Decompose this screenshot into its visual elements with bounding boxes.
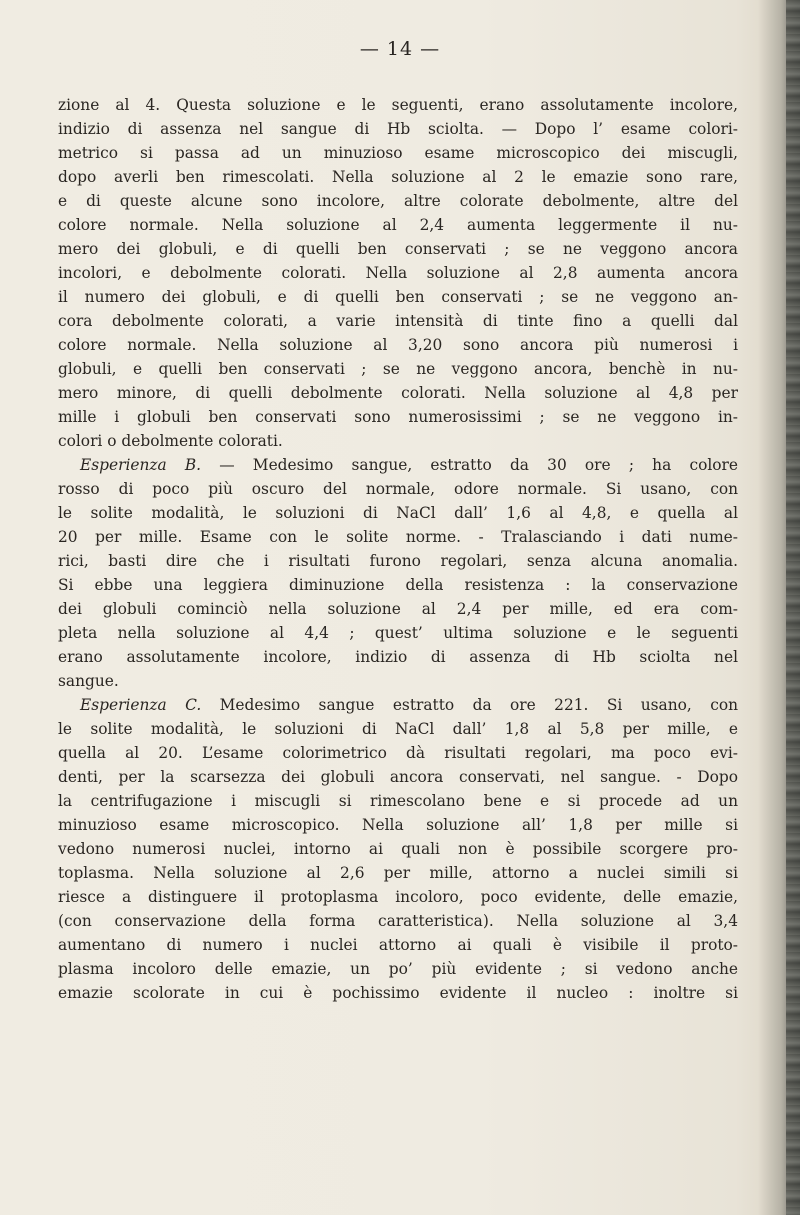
- text-line: e di queste alcune sono incolore, altre colorate debolmente, altre del: [58, 192, 738, 210]
- text-line: denti, per la scarsezza dei globuli ancora conservati, nel sangue. - Dopo: [58, 768, 738, 786]
- text-line: sangue.: [58, 672, 119, 690]
- body-text: [58, 93, 738, 1005]
- text-line: plasma incoloro delle emazie, un po’ più evidente ; si vedono anche: [58, 960, 738, 978]
- paragraph-esperienza-c: [58, 693, 738, 1005]
- text-line: il numero dei globuli, e di quelli ben conservati ; se ne veggono an-: [58, 288, 738, 306]
- text-line: globuli, e quelli ben conservati ; se ne veggono ancora, benchè in nu-: [58, 360, 738, 378]
- text-line: dei globuli cominciò nella soluzione al 2,4 per mille, ed era com-: [58, 600, 738, 618]
- text-line: metrico si passa ad un minuzioso esame microscopico dei miscugli,: [58, 144, 738, 162]
- text-line: 20 per mille. Esame con le solite norme. - Tralasciando i dati nume-: [58, 528, 738, 546]
- text-line: Si ebbe una leggiera diminuzione della resistenza : la conservazione: [58, 576, 738, 594]
- text-line: rici, basti dire che i risultati furono regolari, senza alcuna anomalia.: [58, 552, 738, 570]
- text-line: zione al 4. Questa soluzione e le seguenti, erano assolutamente incolore,: [58, 96, 738, 114]
- text-line: la centrifugazione i miscugli si rimescolano bene e si procede ad un: [58, 792, 738, 810]
- experiment-heading: Esperienza C.: [80, 696, 202, 714]
- text-line: cora debolmente colorati, a varie intensità di tinte fino a quelli dal: [58, 312, 738, 330]
- experiment-heading: Esperienza B.: [80, 456, 202, 474]
- text-line: pleta nella soluzione al 4,4 ; quest’ ultima soluzione e le seguenti: [58, 624, 738, 642]
- page-number: — 14 —: [359, 38, 441, 60]
- paragraph-1: [58, 93, 738, 453]
- text-line: mero minore, di quelli debolmente colorati. Nella soluzione al 4,8 per: [58, 384, 738, 402]
- text-line: colori o debolmente colorati.: [58, 432, 283, 450]
- text-line-rest: Medesimo sangue estratto da ore 221. Si usano, con: [201, 696, 738, 714]
- text-line: riesce a distinguere il protoplasma incoloro, poco evidente, delle emazie,: [58, 888, 738, 906]
- text-line: aumentano di numero i nuclei attorno ai quali è visibile il proto-: [58, 936, 738, 954]
- text-line: minuzioso esame microscopico. Nella soluzione all’ 1,8 per mille si: [58, 816, 738, 834]
- text-line: erano assolutamente incolore, indizio di assenza di Hb sciolta nel: [58, 648, 738, 666]
- text-line: mero dei globuli, e di quelli ben conservati ; se ne veggono ancora: [58, 240, 738, 258]
- text-line: toplasma. Nella soluzione al 2,6 per mille, attorno a nuclei simili si: [58, 864, 738, 882]
- text-line: le solite modalità, le soluzioni di NaCl dall’ 1,6 al 4,8, e quella al: [58, 504, 738, 522]
- text-line: [58, 453, 738, 477]
- text-line: colore normale. Nella soluzione al 3,20 sono ancora più numerosi i: [58, 336, 738, 354]
- text-line-rest: — Medesimo sangue, estratto da 30 ore ; ha colore: [201, 456, 738, 474]
- paragraph-esperienza-b: [58, 453, 738, 693]
- text-line: [58, 693, 738, 717]
- text-line: (con conservazione della forma caratteristica). Nella soluzione al 3,4: [58, 912, 738, 930]
- text-line: le solite modalità, le soluzioni di NaCl dall’ 1,8 al 5,8 per mille, e: [58, 720, 738, 738]
- text-line: quella al 20. L’esame colorimetrico dà risultati regolari, ma poco evi-: [58, 744, 738, 762]
- text-line: colore normale. Nella soluzione al 2,4 aumenta leggermente il nu-: [58, 216, 738, 234]
- text-line: emazie scolorate in cui è pochissimo evidente il nucleo : inoltre si: [58, 984, 738, 1002]
- text-line: vedono numerosi nuclei, intorno ai quali non è possibile scorgere pro-: [58, 840, 738, 858]
- text-line: rosso di poco più oscuro del normale, odore normale. Si usano, con: [58, 480, 738, 498]
- text-line: mille i globuli ben conservati sono numerosissimi ; se ne veggono in-: [58, 408, 738, 426]
- book-binding-edge: [758, 0, 800, 1215]
- text-line: dopo averli ben rimescolati. Nella soluzione al 2 le emazie sono rare,: [58, 168, 738, 186]
- text-line: incolori, e debolmente colorati. Nella soluzione al 2,8 aumenta ancora: [58, 264, 738, 282]
- text-line: indizio di assenza nel sangue di Hb sciolta. — Dopo l’ esame colori-: [58, 120, 738, 138]
